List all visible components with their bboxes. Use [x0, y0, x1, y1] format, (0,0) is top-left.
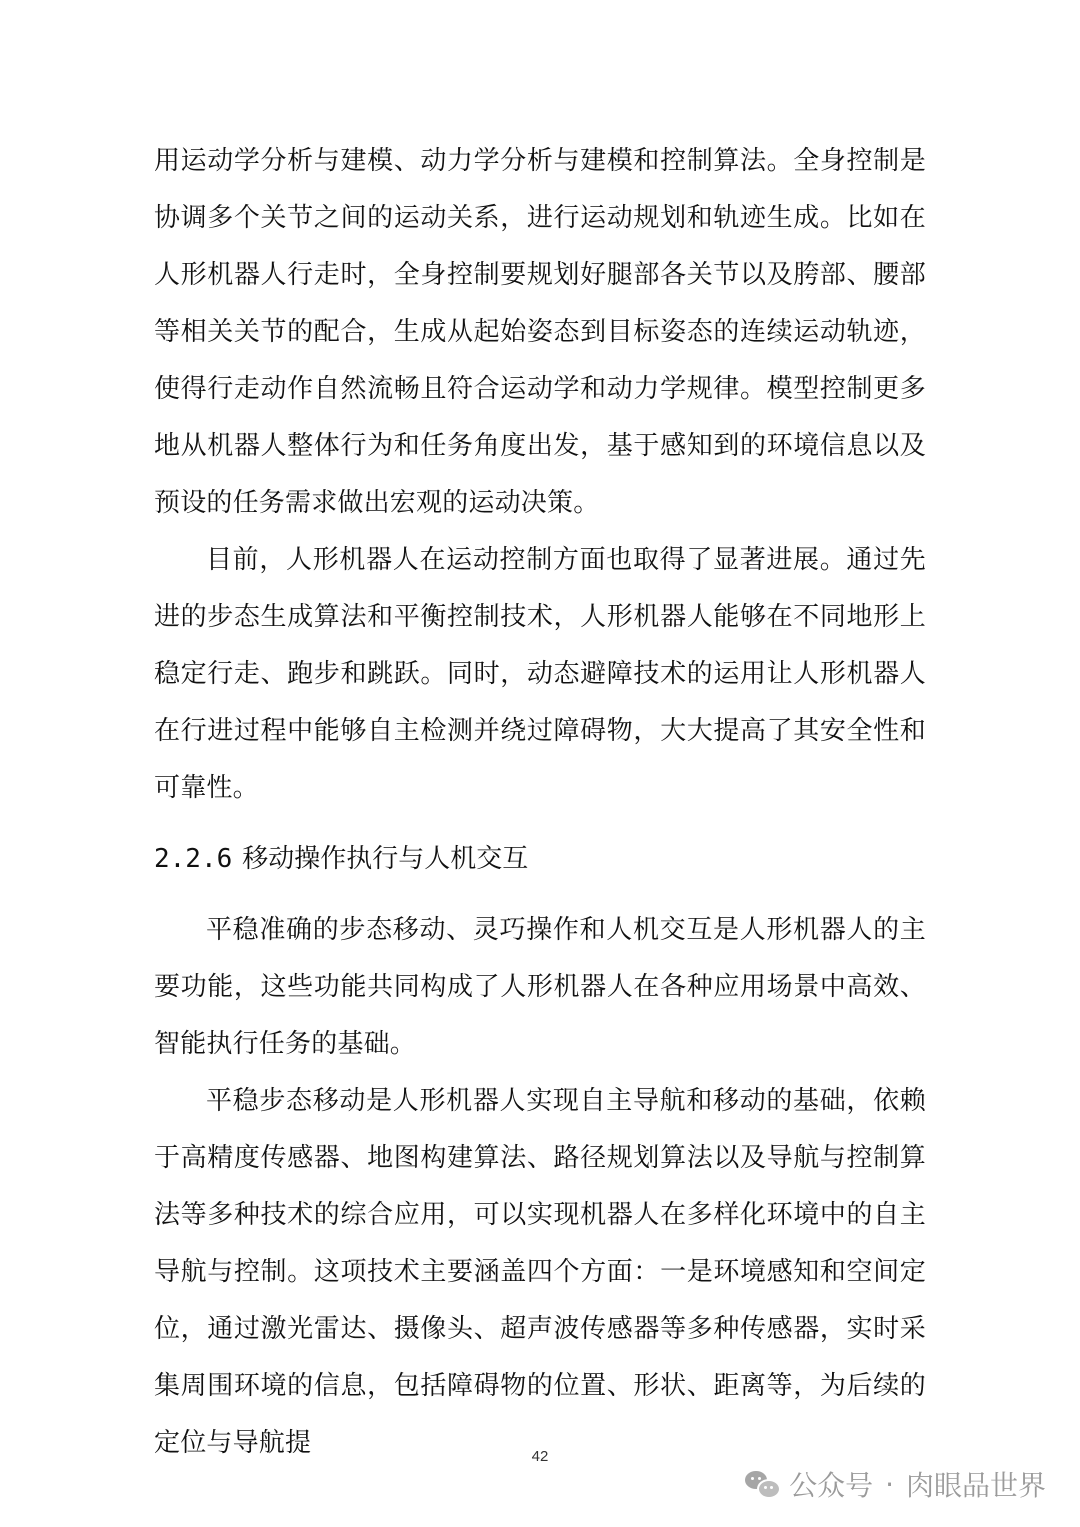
watermark-label: 公众号	[789, 1469, 874, 1502]
section-title: 移动操作执行与人机交互	[242, 844, 529, 874]
page-number: 42	[531, 1448, 549, 1465]
paragraph: 用运动学分析与建模、动力学分析与建模和控制算法。全身控制是协调多个关节之间的运动关系，进行运动规划和轨迹生成。比如在人形机器人行走时，全身控制要规划好腿部各关节以及胯部、腰部等相关关节的配合，生成从起始姿态到目标姿态的连续运动轨迹，使得行走动作自然流畅且符合运动学和动力学规律。模型控制更多地从机器人整体行为和任务角度出发，基于感知到的环境信息以及预设的任务需求做出宏观的运动决策。	[154, 146, 926, 518]
watermark-account: 肉眼品世界	[905, 1469, 1046, 1502]
watermark-separator: ·	[885, 1467, 894, 1501]
watermark	[745, 1462, 1046, 1506]
paragraph: 平稳准确的步态移动、灵巧操作和人机交互是人形机器人的主要功能，这些功能共同构成了人形机器人在各种应用场景中高效、智能执行任务的基础。	[154, 915, 926, 1059]
paragraph: 平稳步态移动是人形机器人实现自主导航和移动的基础，依赖于高精度传感器、地图构建算法、路径规划算法以及导航与控制算法等多种技术的综合应用，可以实现机器人在多样化环境中的自主导航与控制。这项技术主要涵盖四个方面：一是环境感知和空间定位，通过激光雷达、摄像头、超声波传感器等多种传感器，实时采集周围环境的信息，包括障碍物的位置、形状、距离等，为后续的定位与导航提	[154, 1086, 926, 1458]
section-number: 2.2.6	[154, 844, 233, 874]
paragraph: 目前，人形机器人在运动控制方面也取得了显著进展。通过先进的步态生成算法和平衡控制技术，人形机器人能够在不同地形上稳定行走、跑步和跳跃。同时，动态避障技术的运用让人形机器人在行进过程中能够自主检测并绕过障碍物，大大提高了其安全性和可靠性。	[154, 545, 926, 803]
wechat-icon	[745, 1469, 779, 1499]
section-heading	[154, 831, 926, 888]
body-text	[154, 133, 926, 1472]
